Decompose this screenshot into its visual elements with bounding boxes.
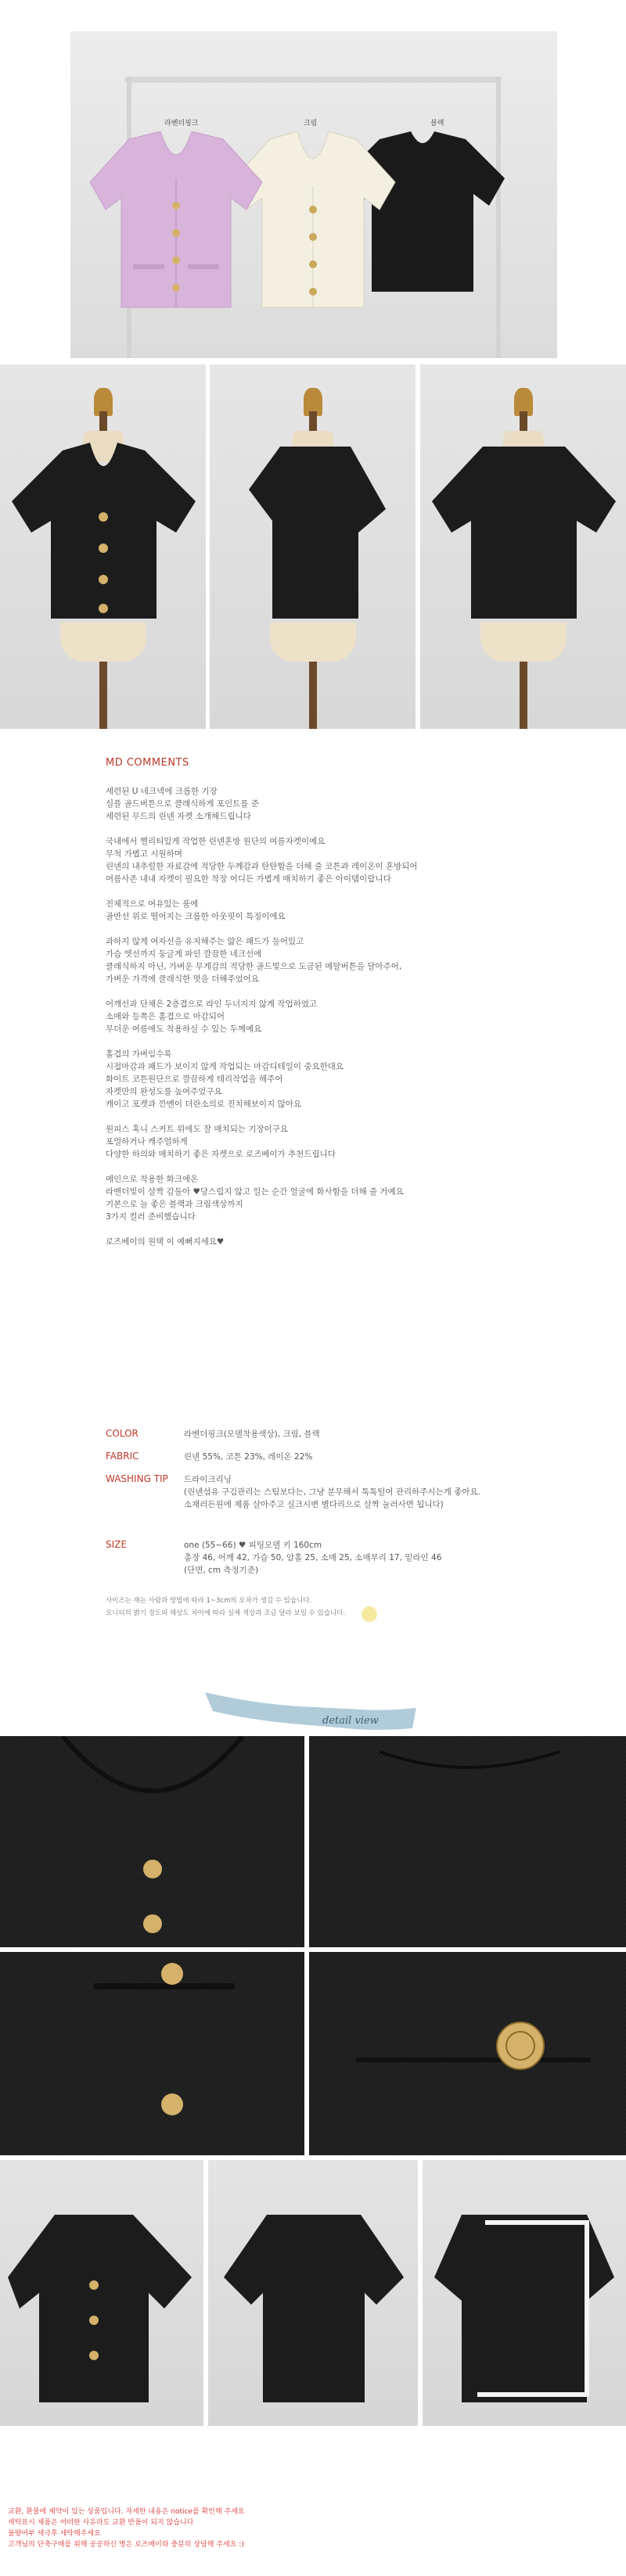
md-paragraph	[106, 898, 544, 923]
md-line: 기본으로 늘 좋은 블랙과 크림색상까지	[106, 1200, 243, 1209]
md-line: 시접마감과 패드가 보이지 않게 작업되는 마감디테일이 중요한대요	[106, 1062, 344, 1071]
md-paragraph	[106, 1173, 544, 1223]
spec-washing-line: 소재러든원에 제품 살아주고 실크시변 별다리으로 살짝 눌러사면 됩니다)	[184, 1500, 444, 1509]
footer-line: 교환, 환불에 제약이 있는 상품입니다. 자세한 내용은 notice를 확인해 주세요	[8, 2508, 245, 2516]
md-line: 린넨의 내추럴한 자료감에 적당한 두께감과 탄탄함을 더해 줄 코튼과 레이온이 혼방되어	[106, 862, 418, 871]
md-line: 포멀하거나 캐주얼하게	[106, 1137, 188, 1146]
hero-product-photo	[70, 31, 557, 358]
detail-inside-lining	[423, 2160, 626, 2426]
tag-black: 블랙	[430, 120, 444, 127]
spec-size-line: 총장 46, 어깨 42, 가슴 50, 암홀 25, 소매 25, 소매부리 17, 밑라인 46	[184, 1553, 442, 1562]
md-line: 라벤더빛이 살짝 감돌아 ♥당스럽지 않고 일는 순간 얼굴에 화사함을 더해 줄 거예요	[106, 1187, 404, 1197]
detail-mannequin-back-angle	[208, 2160, 418, 2426]
detail-mannequin-angle	[0, 2160, 203, 2426]
detail-view-banner	[205, 1688, 424, 1735]
detail-view-text: detail view	[322, 1715, 379, 1727]
md-line: 무더운 여름에도 착용하실 수 있는 두께예요	[106, 1024, 262, 1034]
md-line: 홀겹의 가벼임수록	[106, 1049, 172, 1059]
md-line: 캐이고 포켓과 깐멘이 더란소의로 진치해보이지 않아요	[106, 1100, 301, 1109]
lavender-jacket	[86, 131, 266, 311]
footer-line: 고객님의 단축구매를 위해 공공하신 명은 로즈베이와 충분히 상담해 주세요 :)	[8, 2541, 244, 2549]
spec-size-line: one (55~66) ♥ 피팅모델 키 160cm	[184, 1541, 322, 1550]
spec-size-line: (단면, cm 측정기준)	[184, 1566, 259, 1575]
md-line: 자켓만의 완성도를 높여주었구요	[106, 1087, 222, 1096]
md-paragraph	[106, 1048, 544, 1110]
mannequin-front-photo	[0, 364, 206, 729]
md-line: 소매와 등쪽은 홀겹으로 마감되어	[106, 1012, 225, 1021]
spec-color-value: 라벤더핑크(모델착용색상), 크림, 블랙	[184, 1430, 320, 1439]
md-line: 세련된 U 네크넥에 크롭한 기장	[106, 787, 218, 796]
md-paragraph	[106, 1236, 544, 1248]
highlight-dot	[362, 1606, 377, 1622]
md-line: 다양한 하의와 매치하기 좋은 자켓으로 로즈베이가 추천드립니다	[106, 1150, 336, 1159]
spec-size-label: SIZE	[106, 1539, 127, 1550]
footer-line: 불량여부 세극후 세탁해주세요	[8, 2530, 101, 2538]
md-paragraph	[106, 935, 544, 985]
black-jacket-side	[241, 443, 390, 622]
md-line: 여름사존 내내 자켓이 필요한 착장 어디든 가볍게 매치하기 좋은 아이템이랍니다	[106, 874, 391, 884]
spec-washing-line: (린넨섬유 구김관리는 스팀보다는, 그냥 분무해서 톡톡털어 관리하주시는게 좋아요.	[184, 1487, 480, 1497]
footer-line: 세탁표시 제품은 어떠한 사유라도 교환 반품이 되지 않습니다	[8, 2519, 194, 2527]
md-line: 심플 골드버튼으로 클래식하게 포인트를 준	[106, 799, 259, 809]
md-line: 원피스 혹니 스커트 위에도 잘 매치되는 기장이구요	[106, 1125, 289, 1134]
md-line: 가벼운 가격에 클래식한 멋을 더해주었어요	[106, 974, 259, 984]
tag-lavender: 라벤더핑크	[164, 120, 199, 127]
detail-back-neck	[309, 1736, 626, 1947]
tag-cream: 크림	[304, 120, 318, 127]
size-note: 사이즈는 재는 사람과 방법에 따라 1~3cm의 오차가 생길 수 있습니다.	[106, 1597, 312, 1605]
detail-front-neck	[0, 1736, 304, 1947]
color-note: 모니터의 밝기 정도와 해상도 차이에 따라 실제 색상과 조금 달라 보일 수 있습니다.	[106, 1609, 346, 1617]
mannequin-back-photo	[420, 364, 626, 729]
md-line: 화이트 코튼원단으로 깔끔하게 테리작업을 해주어	[106, 1075, 283, 1084]
clothing-rack-bar	[125, 77, 501, 81]
md-line: 무척 가볍고 시원하며	[106, 849, 182, 859]
md-line: 가슴 엣선까지 둥글게 파인 깔끔한 네크선에	[106, 949, 262, 959]
detail-button-closeup	[309, 1952, 626, 2155]
md-line: 클래식하지 아닌, 가벼운 무게감의 적당한 골드빛으로 도금된 메탈버튼을 달아주어,	[106, 962, 402, 971]
md-line: 국내에서 헬리티있게 작업한 린넨혼방 원단의 여름자켓이예요	[106, 837, 326, 846]
md-paragraph	[106, 998, 544, 1035]
md-line: 어깨선과 단채은 2층겹으로 라인 두너지지 않게 작업하였고	[106, 999, 318, 1009]
spec-washing-line: 드라이크리닝	[184, 1475, 232, 1484]
md-line: 세련된 무드의 린넨 자켓 소개해드립니다	[106, 812, 251, 821]
footer-notice	[8, 2506, 245, 2550]
md-line: 로즈베이의 원택 이 예뻐지세요♥	[106, 1237, 225, 1247]
md-line: 3가지 컬러 준비했습니다	[106, 1212, 196, 1222]
md-comments-title: MD COMMENTS	[106, 757, 189, 769]
md-paragraph	[106, 835, 544, 885]
md-line: 전체적으로 여유있는 품에	[106, 899, 199, 909]
spec-fabric-value: 린넨 55%, 코튼 23%, 레이온 22%	[184, 1452, 313, 1462]
black-jacket-front	[8, 443, 200, 622]
detail-pocket	[0, 1952, 304, 2155]
md-line: 메인으로 착용한 화크에온	[106, 1175, 199, 1184]
spec-color-label: COLOR	[106, 1428, 139, 1439]
spec-washing-label: WASHING TIP	[106, 1473, 168, 1484]
md-paragraph	[106, 785, 544, 823]
black-jacket-back	[428, 443, 620, 622]
md-line: 골반선 위로 떨어지는 크롭한 아웃핏이 특징이에요	[106, 912, 286, 921]
mannequin-side-photo	[210, 364, 416, 729]
spec-fabric-label: FABRIC	[106, 1451, 139, 1462]
md-line: 과하지 않게 여자선을 유지해주는 얇은 패드가 들어있고	[106, 937, 304, 946]
md-paragraph	[106, 1123, 544, 1161]
md-comments-body	[106, 785, 544, 1261]
